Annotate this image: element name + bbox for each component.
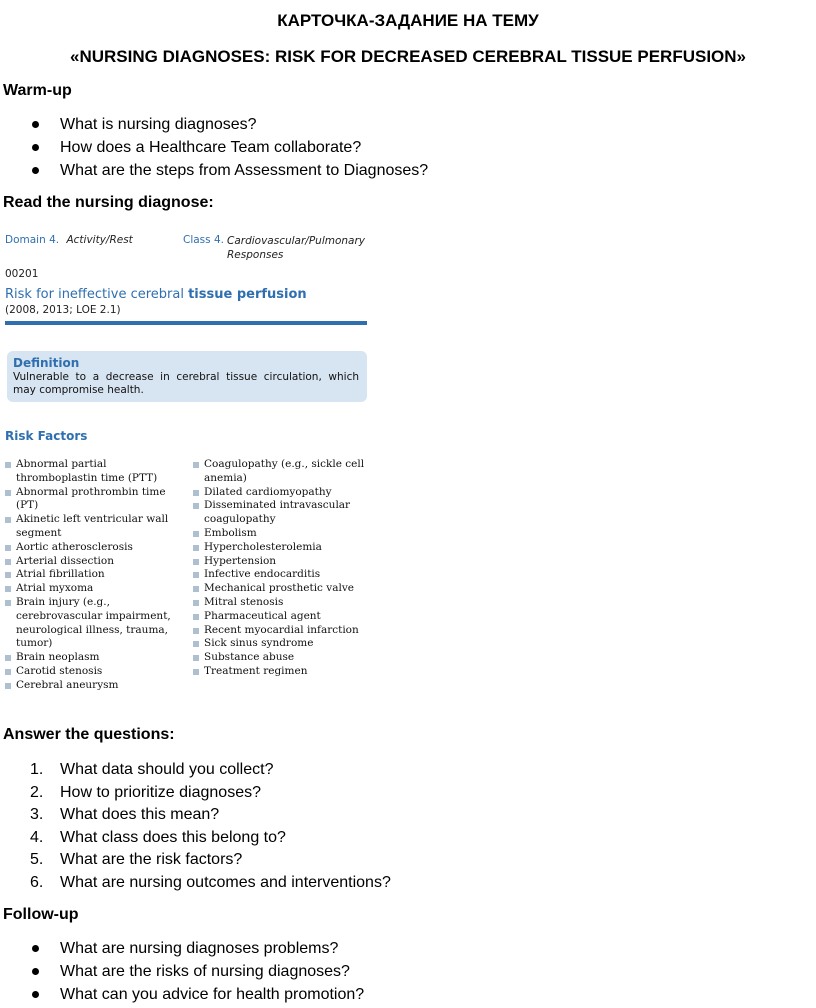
answer-list — [0, 759, 391, 894]
square-bullet-icon — [5, 572, 11, 578]
risk-factor-item: Coagulopathy (e.g., sickle cell anemia) — [192, 458, 370, 486]
risk-factor-item: Abnormal partial thromboplastin time (PTT) — [4, 458, 190, 486]
risk-factor-item: Embolism — [192, 527, 370, 541]
risk-factors-heading: Risk Factors — [5, 429, 88, 443]
list-item: What is nursing diagnoses? — [0, 113, 428, 136]
risk-factors-right — [192, 458, 370, 679]
read-heading: Read the nursing diagnose: — [3, 194, 214, 211]
square-bullet-icon — [193, 531, 199, 537]
list-item: What are the steps from Assessment to Diagnoses? — [0, 159, 428, 182]
list-item: What are nursing diagnoses problems? — [0, 937, 364, 960]
followup-heading: Follow-up — [3, 906, 79, 923]
square-bullet-icon — [5, 545, 11, 551]
square-bullet-icon — [193, 462, 199, 468]
list-item: 4. What class does this belong to? — [30, 828, 286, 846]
risk-factor-item: Carotid stenosis — [4, 665, 190, 679]
square-bullet-icon — [193, 614, 199, 620]
square-bullet-icon — [193, 641, 199, 647]
square-bullet-icon — [193, 545, 199, 551]
risk-factors-left — [4, 458, 190, 693]
square-bullet-icon — [5, 655, 11, 661]
list-item: What can you advice for health promotion? — [0, 983, 364, 1006]
bullet-icon — [32, 167, 39, 174]
followup-list — [0, 937, 364, 1006]
list-item: 3. What does this mean? — [30, 806, 220, 823]
square-bullet-icon — [193, 628, 199, 634]
square-bullet-icon — [193, 503, 199, 509]
list-item: How does a Healthcare Team collaborate? — [0, 136, 428, 159]
square-bullet-icon — [5, 683, 11, 689]
square-bullet-icon — [5, 600, 11, 606]
square-bullet-icon — [193, 669, 199, 675]
square-bullet-icon — [193, 572, 199, 578]
square-bullet-icon — [193, 559, 199, 565]
square-bullet-icon — [193, 600, 199, 606]
risk-factor-item: Brain injury (e.g., cerebrovascular impairment, neurological illness, trauma, tumor) — [4, 596, 190, 651]
diagnosis-card — [4, 230, 370, 700]
risk-factor-item: Aortic atherosclerosis — [4, 541, 190, 555]
risk-factor-item: Akinetic left ventricular wall segment — [4, 513, 190, 541]
square-bullet-icon — [193, 586, 199, 592]
risk-factor-item: Treatment regimen — [192, 665, 370, 679]
list-item: 5. What are the risk factors? — [30, 851, 243, 868]
risk-factor-item: Abnormal prothrombin time (PT) — [4, 486, 190, 514]
square-bullet-icon — [5, 462, 11, 468]
risk-factor-item: Mechanical prosthetic valve — [192, 582, 370, 596]
bullet-icon — [32, 968, 39, 975]
square-bullet-icon — [5, 490, 11, 496]
warmup-list — [0, 113, 428, 182]
square-bullet-icon — [5, 586, 11, 592]
list-item: 1. What data should you collect? — [30, 761, 274, 778]
risk-factor-item: Cerebral aneurysm — [4, 679, 190, 693]
answer-heading: Answer the questions: — [3, 726, 175, 743]
bullet-icon — [32, 991, 39, 998]
list-item: 2. How to prioritize diagnoses? — [30, 783, 261, 801]
definition-box — [7, 351, 367, 402]
risk-factor-item: Sick sinus syndrome — [192, 637, 370, 651]
bullet-icon — [32, 144, 39, 151]
square-bullet-icon — [5, 669, 11, 675]
risk-factor-item: Mitral stenosis — [192, 596, 370, 610]
list-item: What are the risks of nursing diagnoses? — [0, 960, 364, 983]
diagnosis-code: 00201 — [5, 268, 39, 280]
risk-factor-item: Atrial fibrillation — [4, 568, 190, 582]
risk-factor-item: Hypertension — [192, 555, 370, 569]
risk-factor-item: Brain neoplasm — [4, 651, 190, 665]
risk-factor-item: Pharmaceutical agent — [192, 610, 370, 624]
warmup-heading: Warm-up — [3, 82, 72, 99]
domain-label: Domain 4. — [5, 234, 60, 246]
list-item: 6. What are nursing outcomes and interventions? — [30, 873, 391, 891]
definition-text: Vulnerable to a decrease in cerebral tissue circulation, which may compromise health. — [13, 371, 359, 396]
bullet-icon — [32, 945, 39, 952]
diagnosis-meta: (2008, 2013; LOE 2.1) — [5, 304, 121, 316]
domain-value: Activity/Rest — [66, 234, 133, 246]
square-bullet-icon — [5, 559, 11, 565]
title-line-1: КАРТОЧКА-ЗАДАНИЕ НА ТЕМУ — [277, 11, 539, 30]
risk-factor-item: Hypercholesterolemia — [192, 541, 370, 555]
risk-factor-item: Substance abuse — [192, 651, 370, 665]
title-divider — [5, 321, 367, 325]
risk-factor-item: Infective endocarditis — [192, 568, 370, 582]
risk-factor-item: Disseminated intravascular coagulopathy — [192, 499, 370, 527]
square-bullet-icon — [193, 655, 199, 661]
risk-factor-item: Atrial myxoma — [4, 582, 190, 596]
bullet-icon — [32, 121, 39, 128]
class-value: Cardiovascular/Pulmonary Responses — [227, 235, 366, 261]
definition-heading: Definition — [13, 356, 80, 370]
risk-factor-item: Arterial dissection — [4, 555, 190, 569]
square-bullet-icon — [193, 490, 199, 496]
risk-factor-item: Dilated cardiomyopathy — [192, 486, 370, 500]
diagnosis-title: Risk for ineffective cerebral tissue perfusion — [5, 287, 307, 302]
class-label: Class 4. — [183, 234, 224, 246]
square-bullet-icon — [5, 517, 11, 523]
title-line-2: «NURSING DIAGNOSES: RISK FOR DECREASED CEREBRAL TISSUE PERFUSION» — [70, 47, 746, 66]
risk-factor-item: Recent myocardial infarction — [192, 624, 370, 638]
